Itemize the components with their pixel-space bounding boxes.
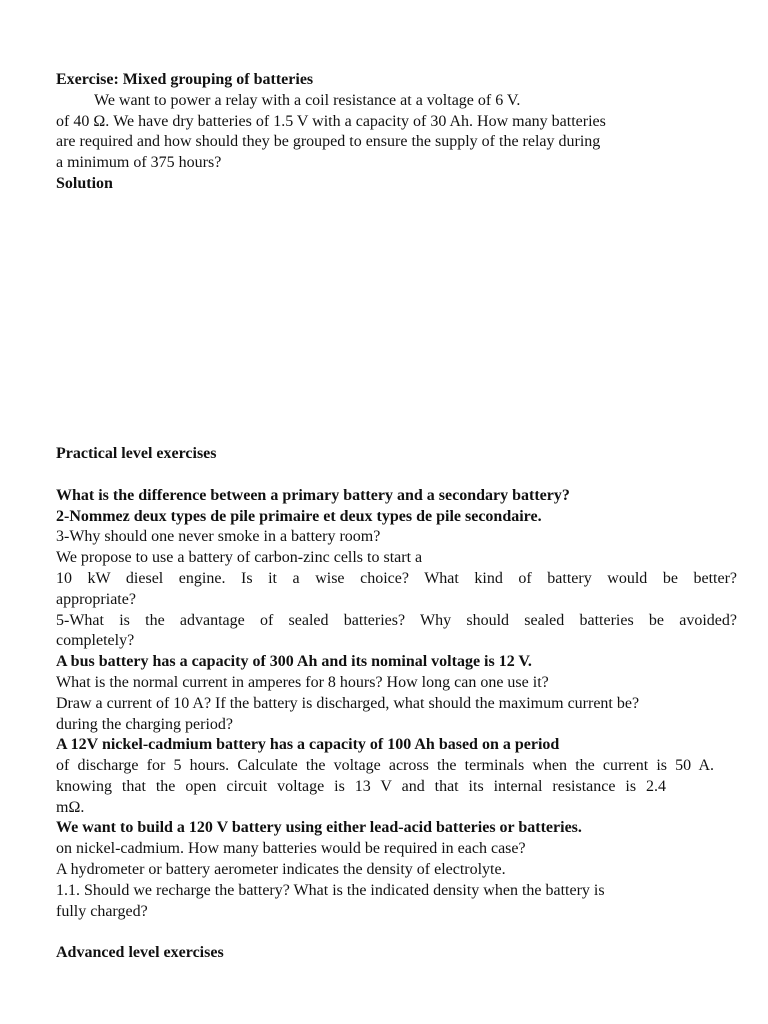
practical-line: We want to build a 120 V battery using either lead-acid batteries or batteries. bbox=[56, 819, 582, 836]
practical-line: knowing that the open circuit voltage is 13 V and that its internal resistance is 2.4 bbox=[56, 778, 666, 795]
practical-line: Draw a current of 10 A? If the battery is discharged, what should the maximum current be? bbox=[56, 695, 640, 712]
practical-line: appropriate? bbox=[56, 591, 136, 608]
practical-line: on nickel-cadmium. How many batteries would be required in each case? bbox=[56, 840, 526, 857]
practical-line: completely? bbox=[56, 632, 135, 649]
practical-line: during the charging period? bbox=[56, 716, 233, 733]
practical-line: 3-Why should one never smoke in a battery room? bbox=[56, 528, 381, 545]
practical-line: 5-What is the advantage of sealed batteries? Why should sealed batteries be avoided? bbox=[56, 612, 737, 629]
practical-line: 10 kW diesel engine. Is it a wise choice? What kind of battery would be better? bbox=[56, 570, 737, 587]
practical-line: fully charged? bbox=[56, 903, 148, 920]
practical-line: A hydrometer or battery aerometer indicates the density of electrolyte. bbox=[56, 861, 506, 878]
solution-label: Solution bbox=[56, 175, 113, 192]
exercise-title: Exercise: Mixed grouping of batteries bbox=[56, 71, 314, 88]
practical-line: of discharge for 5 hours. Calculate the voltage across the terminals when the current is 50 A. bbox=[56, 757, 714, 774]
practical-line: We propose to use a battery of carbon-zinc cells to start a bbox=[56, 549, 423, 566]
practical-line: 1.1. Should we recharge the battery? What is the indicated density when the battery is bbox=[56, 882, 605, 899]
practical-line: What is the difference between a primary battery and a secondary battery? bbox=[56, 487, 570, 504]
exercise-text-line: We want to power a relay with a coil resistance at a voltage of 6 V. bbox=[94, 92, 521, 109]
practical-line: mΩ. bbox=[56, 799, 85, 816]
practical-heading: Practical level exercises bbox=[56, 445, 217, 462]
exercise-text-line: of 40 Ω. We have dry batteries of 1.5 V with a capacity of 30 Ah. How many batteries bbox=[56, 113, 606, 130]
practical-line: A bus battery has a capacity of 300 Ah and its nominal voltage is 12 V. bbox=[56, 653, 532, 670]
practical-line: A 12V nickel-cadmium battery has a capacity of 100 Ah based on a period bbox=[56, 736, 560, 753]
advanced-heading: Advanced level exercises bbox=[56, 944, 224, 961]
exercise-text-line: a minimum of 375 hours? bbox=[56, 154, 222, 171]
practical-line: What is the normal current in amperes for 8 hours? How long can one use it? bbox=[56, 674, 549, 691]
exercise-text-line: are required and how should they be grouped to ensure the supply of the relay during bbox=[56, 133, 601, 150]
practical-line: 2-Nommez deux types de pile primaire et deux types de pile secondaire. bbox=[56, 508, 542, 525]
